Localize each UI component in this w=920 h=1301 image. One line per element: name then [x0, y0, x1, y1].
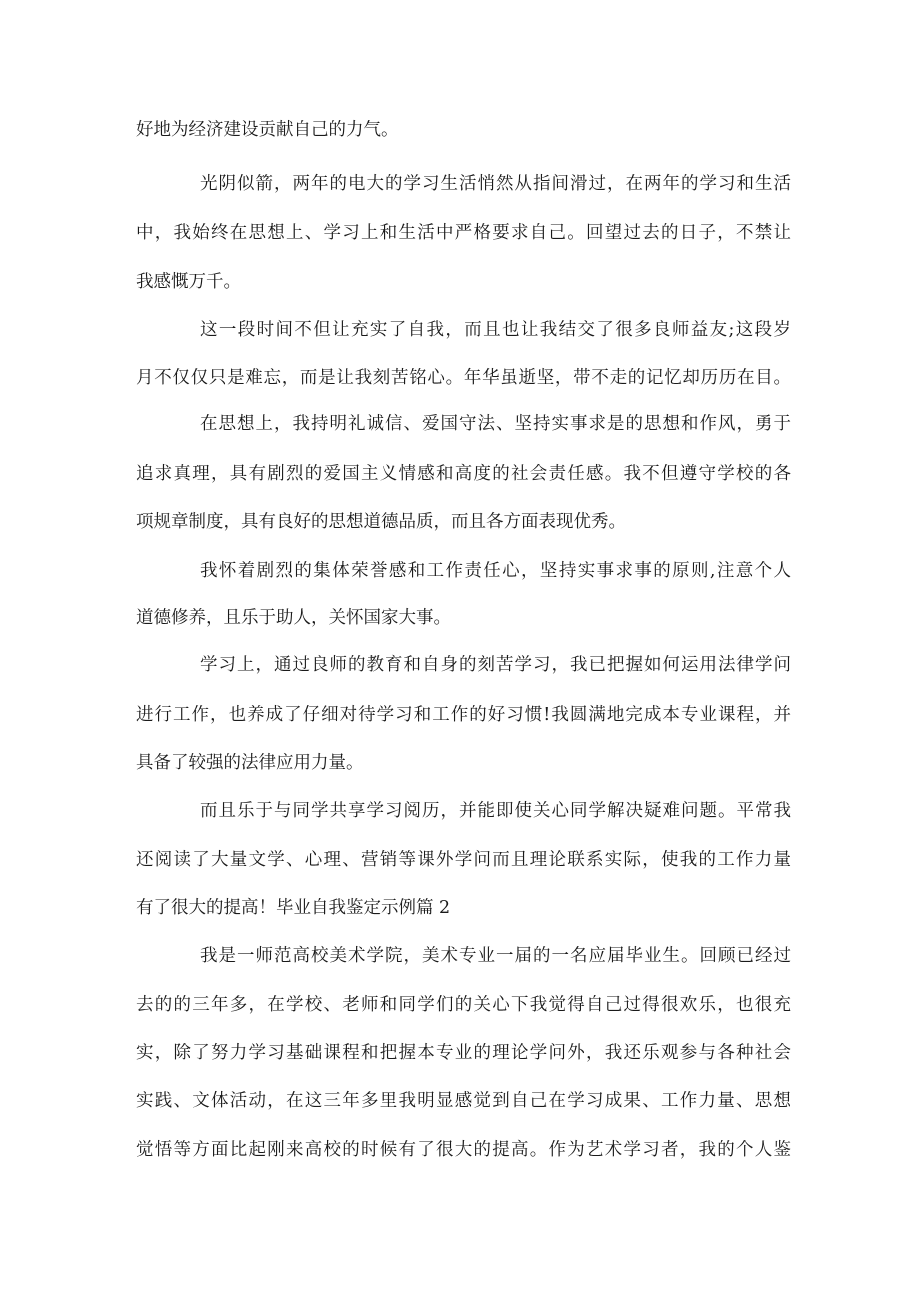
text-line: 去的的三年多，在学校、老师和同学们的关心下我觉得自己过得很欢乐，也很充: [136, 995, 791, 1015]
text-line: 实，除了努力学习基础课程和把握本专业的理论学问外，我还乐观参与各种社会: [136, 1043, 791, 1063]
text-line: 项规章制度，具有良好的思想道德品质，而且各方面表现优秀。: [136, 512, 626, 532]
text-line: 追求真理，具有剧烈的爱国主义情感和高度的社会责任感。我不但遵守学校的各: [136, 464, 791, 484]
paragraph-first-line: 我怀着剧烈的集体荣誉感和工作责任心，坚持实事求事的原则,注意个人: [200, 561, 791, 581]
paragraph-first-line: 学习上，通过良师的教育和自身的刻苦学习，我已把握如何运用法律学问: [200, 655, 791, 675]
text-line: 进行工作，也养成了仔细对待学习和工作的好习惯!我圆满地完成本专业课程，并: [136, 705, 791, 725]
paragraph-first-line: 在思想上，我持明礼诚信、爱国守法、坚持实事求是的思想和作风，勇于: [200, 414, 791, 434]
text-line: 实践、文体活动，在这三年多里我明显感觉到自己在学习成果、工作力量、思想: [136, 1091, 791, 1111]
text-line: 好地为经济建设贡献自己的力气。: [136, 120, 399, 140]
text-line: 觉悟等方面比起刚来高校的时候有了很大的提高。作为艺术学习者，我的个人鉴: [136, 1140, 791, 1160]
paragraph-first-line: 这一段时间不但让充实了自我，而且也让我结交了很多良师益友;这段岁: [200, 320, 791, 340]
text-line: 我感慨万千。: [136, 272, 241, 292]
text-line: 月不仅仅只是难忘，而是让我刻苦铭心。年华虽逝坚，带不走的记忆却历历在目。: [136, 368, 791, 388]
paragraph-first-line: 我是一师范高校美术学院，美术专业一届的一名应届毕业生。回顾已经过: [200, 946, 791, 966]
text-line: 道德修养，且乐于助人，关怀国家大事。: [136, 608, 451, 628]
text-line: 具备了较强的法律应用力量。: [136, 753, 364, 773]
paragraph-first-line: 而且乐于与同学共享学习阅历，并能即使关心同学解决疑难问题。平常我: [200, 801, 791, 821]
paragraph-first-line: 光阴似箭，两年的电大的学习生活悄然从指间滑过，在两年的学习和生活: [200, 174, 791, 194]
text-line: 中，我始终在思想上、学习上和生活中严格要求自己。回望过去的日子，不禁让: [136, 223, 791, 243]
text-line: 有了很大的提高！毕业自我鉴定示例篇 2: [136, 898, 451, 918]
text-line: 还阅读了大量文学、心理、营销等课外学问而且理论联系实际，使我的工作力量: [136, 850, 791, 870]
